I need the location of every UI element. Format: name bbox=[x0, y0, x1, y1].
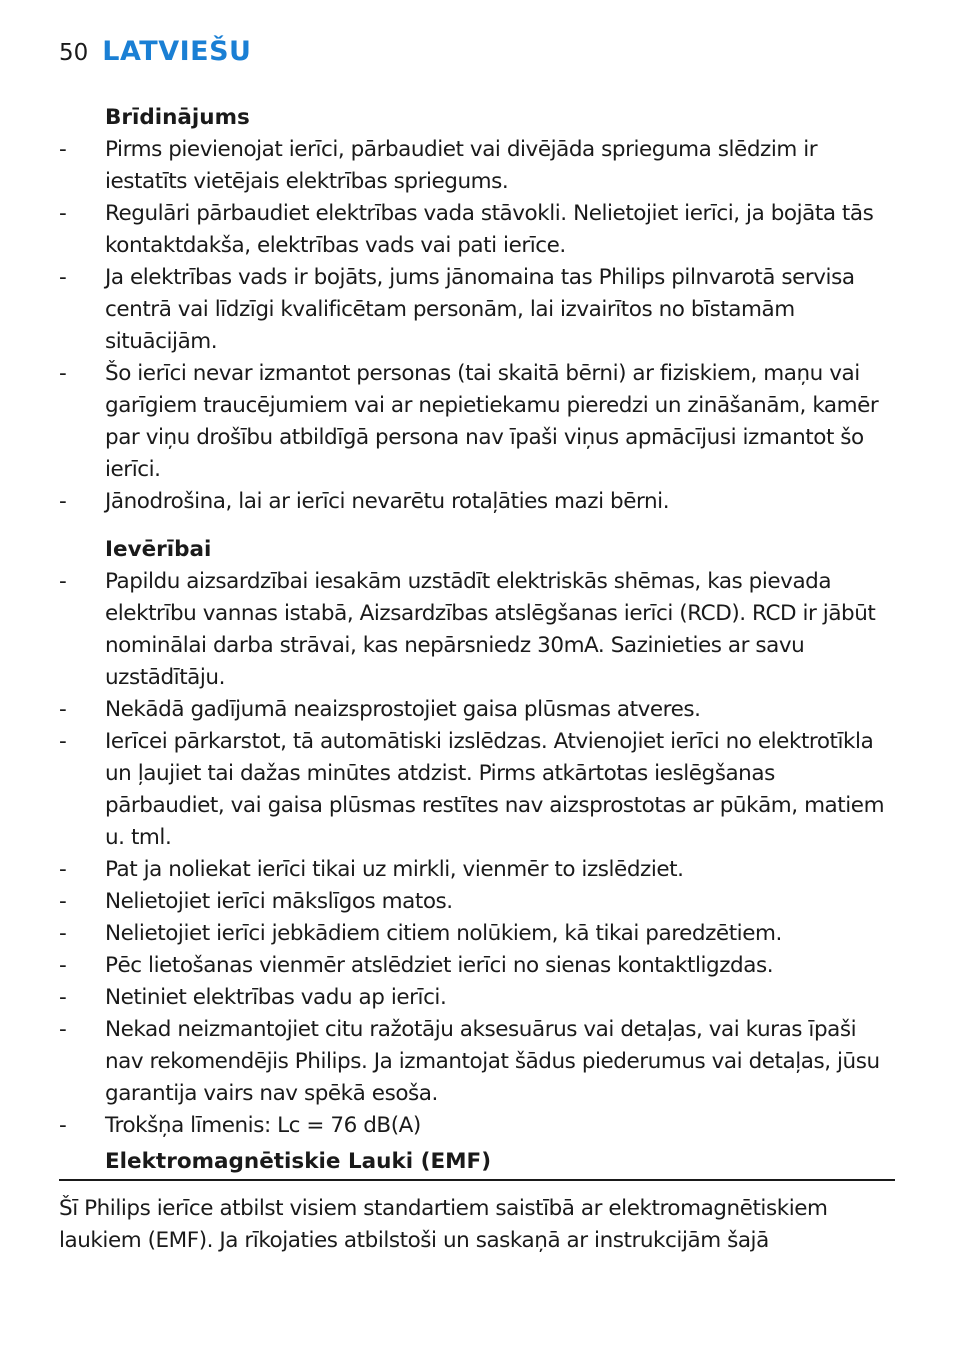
list-item bbox=[59, 262, 895, 358]
page-content bbox=[59, 102, 895, 1257]
bullet-dash: - bbox=[59, 201, 67, 226]
language-title: LATVIEŠU bbox=[102, 36, 252, 67]
bullet-dash: - bbox=[59, 857, 67, 882]
list-item bbox=[59, 1110, 895, 1142]
list-item-text: Netiniet elektrības vadu ap ierīci. bbox=[105, 985, 447, 1010]
page-header bbox=[59, 36, 251, 72]
list-item-text: Ierīcei pārkarstot, tā automātiski izslēdzas. Atvienojiet ierīci no elektrotīkla un ļaujiet tai dažas minūtes atdzist. Pirms atkārtotas ieslēgšanas pārbaudiet, vai gaisa plūsmas restītes nav aizsprostotas ar pūkām, matiem u. tml. bbox=[105, 729, 885, 850]
list-item-text: Jānodrošina, lai ar ierīci nevarētu rotaļāties mazi bērni. bbox=[105, 489, 670, 514]
list-item bbox=[59, 566, 895, 694]
bullet-dash: - bbox=[59, 489, 67, 514]
bullet-dash: - bbox=[59, 1113, 67, 1138]
bullet-dash: - bbox=[59, 729, 67, 754]
list-item-text: Pat ja noliekat ierīci tikai uz mirkli, vienmēr to izslēdziet. bbox=[105, 857, 684, 882]
list-item bbox=[59, 854, 895, 886]
list-item-text: Papildu aizsardzībai iesakām uzstādīt elektriskās shēmas, kas pievada elektrību vannas istabā, Aizsardzības atslēgšanas ierīci (RCD). RCD ir jābūt nominālai darba strāvai, kas nepārsniedz 30mA. Sazinieties ar savu uzstādītāju. bbox=[105, 569, 876, 690]
list-item-text: Nelietojiet ierīci jebkādiem citiem nolūkiem, kā tikai paredzētiem. bbox=[105, 921, 782, 946]
list-item-text: Nekādā gadījumā neaizsprostojiet gaisa plūsmas atveres. bbox=[105, 697, 701, 722]
list-item bbox=[59, 358, 895, 486]
bullet-dash: - bbox=[59, 361, 67, 386]
list-item bbox=[59, 486, 895, 518]
list-item bbox=[59, 886, 895, 918]
caution-list bbox=[59, 566, 895, 1142]
list-item bbox=[59, 694, 895, 726]
list-item bbox=[59, 950, 895, 982]
warning-heading: Brīdinājums bbox=[105, 105, 250, 130]
list-item bbox=[59, 1014, 895, 1110]
bullet-dash: - bbox=[59, 889, 67, 914]
list-item bbox=[59, 918, 895, 950]
list-item-text: Ja elektrības vads ir bojāts, jums jānomaina tas Philips pilnvarotā servisa centrā vai līdzīgi kvalificētam personām, lai izvairītos no bīstamām situācijām. bbox=[105, 265, 855, 354]
list-item-text: Pirms pievienojat ierīci, pārbaudiet vai divējāda sprieguma slēdzim ir iestatīts vietējais elektrības spriegums. bbox=[105, 137, 818, 194]
list-item-text: Trokšņa līmenis: Lc = 76 dB(A) bbox=[105, 1113, 421, 1138]
bullet-dash: - bbox=[59, 697, 67, 722]
caution-heading: Ievērībai bbox=[105, 537, 212, 562]
bullet-dash: - bbox=[59, 265, 67, 290]
list-item bbox=[59, 726, 895, 854]
list-item bbox=[59, 982, 895, 1014]
section-gap bbox=[59, 518, 895, 534]
bullet-dash: - bbox=[59, 985, 67, 1010]
bullet-dash: - bbox=[59, 569, 67, 594]
bullet-dash: - bbox=[59, 921, 67, 946]
list-item-text: Regulāri pārbaudiet elektrības vada stāvokli. Nelietojiet ierīci, ja bojāta tās kontaktdakša, elektrības vads vai pati ierīce. bbox=[105, 201, 874, 258]
bullet-dash: - bbox=[59, 1017, 67, 1042]
emf-heading: Elektromagnētiskie Lauki (EMF) bbox=[105, 1149, 492, 1174]
section-divider bbox=[59, 1179, 895, 1181]
bullet-dash: - bbox=[59, 137, 67, 162]
bullet-dash: - bbox=[59, 953, 67, 978]
list-item bbox=[59, 134, 895, 198]
list-item-text: Nekad neizmantojiet citu ražotāju aksesuārus vai detaļas, vai kuras īpaši nav rekomendējis Philips. Ja izmantojat šādus piederumus vai detaļas, jūsu garantija vairs nav spēkā esoša. bbox=[105, 1017, 880, 1106]
list-item-text: Nelietojiet ierīci mākslīgos matos. bbox=[105, 889, 453, 914]
warning-list bbox=[59, 134, 895, 518]
emf-paragraph: Šī Philips ierīce atbilst visiem standartiem saistībā ar elektromagnētiskiem laukiem (EMF). Ja rīkojaties atbilstoši un saskaņā ar instrukcijām šajā bbox=[59, 1196, 828, 1253]
list-item-text: Šo ierīci nevar izmantot personas (tai skaitā bērni) ar fiziskiem, maņu vai garīgiem traucējumiem vai ar nepietiekamu pieredzi un zināšanām, kamēr par viņu drošību atbildīgā persona nav īpaši viņus apmācījusi izmantot šo ierīci. bbox=[105, 361, 879, 482]
list-item bbox=[59, 198, 895, 262]
list-item-text: Pēc lietošanas vienmēr atslēdziet ierīci no sienas kontaktligzdas. bbox=[105, 953, 774, 978]
page-number: 50 bbox=[59, 40, 89, 66]
